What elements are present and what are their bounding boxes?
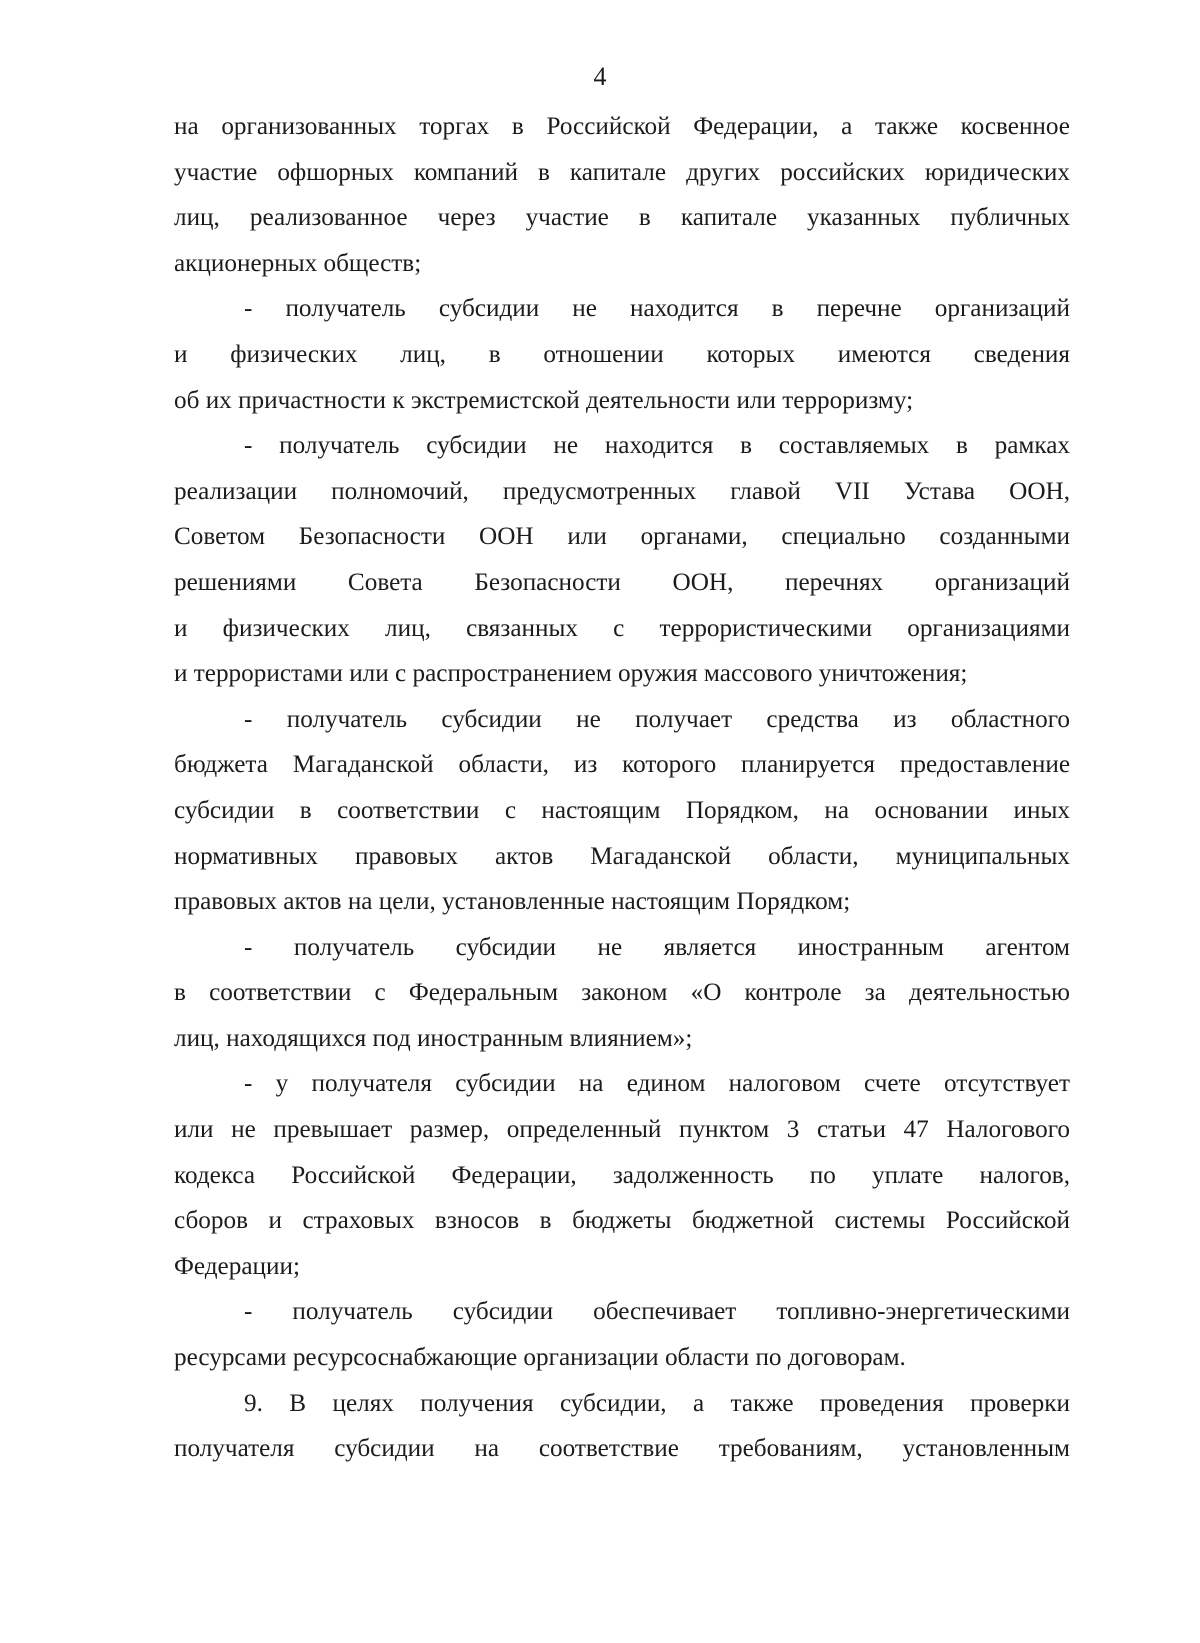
text-line: и террористами или с распространением оружия массового уничтожения;	[174, 660, 968, 688]
document-body	[174, 104, 1070, 1472]
text-line: ресурсами ресурсоснабжающие организации области по договорам.	[174, 1344, 906, 1372]
text-line: и физических лиц, в отношении которых имеются сведения	[174, 340, 1070, 368]
text-line: - получатель субсидии не получает средства из областного	[244, 705, 1070, 733]
text-line: - получатель субсидии не находится в перечне организаций	[244, 295, 1070, 323]
paragraph	[174, 1381, 1070, 1472]
text-line: в соответствии с Федеральным законом «О контроле за деятельностью	[174, 979, 1070, 1007]
text-line: участие офшорных компаний в капитале других российских юридических	[174, 158, 1070, 186]
text-line: акционерных обществ;	[174, 249, 422, 277]
paragraph	[174, 423, 1070, 697]
paragraph	[174, 1061, 1070, 1289]
text-line: решениями Совета Безопасности ООН, перечнях организаций	[174, 568, 1070, 596]
text-line: - получатель субсидии не находится в составляемых в рамках	[244, 432, 1070, 460]
text-line: субсидии в соответствии с настоящим Порядком, на основании иных	[174, 796, 1070, 824]
page-number: 4	[593, 62, 607, 91]
text-line: Федерации;	[174, 1252, 300, 1280]
paragraph	[174, 286, 1070, 423]
text-line: реализации полномочий, предусмотренных главой VII Устава ООН,	[174, 477, 1070, 505]
text-line: сборов и страховых взносов в бюджеты бюджетной системы Российской	[174, 1207, 1070, 1235]
text-line: об их причастности к экстремистской деятельности или терроризму;	[174, 386, 914, 414]
text-line: - получатель субсидии не является иностранным агентом	[244, 933, 1070, 961]
paragraph	[174, 104, 1070, 286]
text-line: - у получателя субсидии на едином налоговом счете отсутствует	[244, 1070, 1070, 1098]
paragraph	[174, 1289, 1070, 1380]
text-line: лиц, реализованное через участие в капитале указанных публичных	[174, 204, 1070, 232]
text-line: кодекса Российской Федерации, задолженность по уплате налогов,	[174, 1161, 1070, 1189]
text-line: 9. В целях получения субсидии, а также проведения проверки	[244, 1389, 1070, 1417]
text-line: Советом Безопасности ООН или органами, специально созданными	[174, 523, 1070, 551]
text-line: или не превышает размер, определенный пунктом 3 статьи 47 Налогового	[174, 1116, 1070, 1144]
text-line: правовых актов на цели, установленные настоящим Порядком;	[174, 888, 851, 916]
paragraph	[174, 697, 1070, 925]
text-line: на организованных торгах в Российской Федерации, а также косвенное	[174, 113, 1070, 140]
text-line: бюджета Магаданской области, из которого планируется предоставление	[174, 751, 1070, 779]
text-line: нормативных правовых актов Магаданской области, муниципальных	[174, 842, 1070, 870]
text-line: и физических лиц, связанных с террористическими организациями	[174, 614, 1070, 642]
text-line: лиц, находящихся под иностранным влиянием»;	[174, 1024, 693, 1052]
paragraph	[174, 925, 1070, 1062]
text-line: получателя субсидии на соответствие требованиям, установленным	[174, 1435, 1070, 1463]
text-line: - получатель субсидии обеспечивает топливно-энергетическими	[244, 1298, 1070, 1326]
